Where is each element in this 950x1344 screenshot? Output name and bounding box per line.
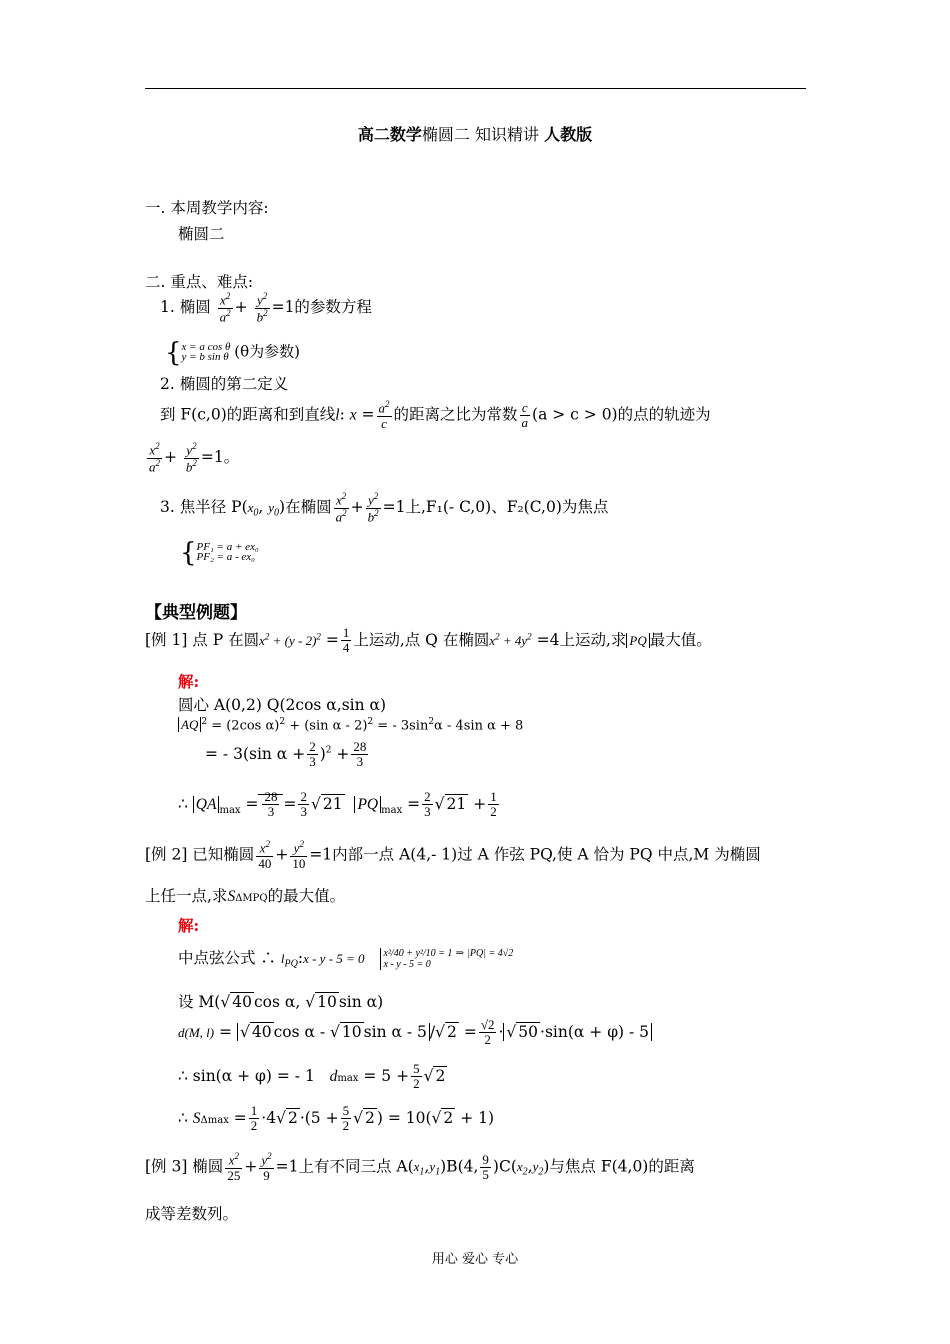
ex3-d: )C( xyxy=(492,1157,517,1176)
ex2-c: 上任一点,求 xyxy=(145,887,228,905)
ex1-d: 最大值。 xyxy=(649,630,712,649)
example-2-cont: 上任一点,求SΔMPQ的最大值。 xyxy=(145,887,346,905)
param-note: (θ为参数) xyxy=(234,342,300,361)
example-3-cont: 成等差数列。 xyxy=(145,1205,239,1223)
focal-radius-formula: {PF₁ = a + ex₀ PF₂ = a - ex₀ xyxy=(180,538,259,568)
ex1-step-4: ∴ QA $_{max}$ = $\frac{28}{3}$ = $\frac{2}{3}$ √ 21 PQ $_{max}$ = $\frac{2}{3}$ √ 21 + $\frac{1}{2}$ xyxy=(178,789,497,820)
p2-line-b: 的距离之比为常数 xyxy=(393,405,518,424)
ex2-step-3: d(M, l) = √ 40 cos α - √ 10 sin α - 5 /√ 2 = $\frac{√2}{2}$ · √ 50 ·sin(α + φ) - 5 xyxy=(178,1018,652,1048)
ex3-b: =1上有不同三点 A( xyxy=(275,1157,414,1176)
point-1: 1. 椭圆 $\frac{x^2}{a^2}$ + $\frac{y^2}{b^2}$ =1的参数方程 xyxy=(160,291,372,324)
section-1-heading: 一. 本周教学内容: xyxy=(145,199,269,217)
p2-line-c: (a > c > 0)的点的轨迹为 xyxy=(532,405,711,424)
ex2-d: 的最大值。 xyxy=(267,887,346,905)
point-2-definition: 到 F(c,0)的距离和到直线l: x = $\frac{a^2}{c}$ 的距离之比为常数 $\frac{c}{a}$ (a > c > 0)的点的轨迹为 xyxy=(160,399,711,431)
point-1-suffix: =1的参数方程 xyxy=(271,298,372,317)
ex2-step-4: ∴ sin(α + φ) = - 1 dmax = 5 + $\frac{5}{2}$ √ 2 xyxy=(178,1061,446,1092)
ex2-step-2: 设 M(√ 40 cos α, √ 10 sin α) xyxy=(178,993,384,1011)
ex2-step-5: ∴ SΔmax = $\frac{1}{2}$ ·4√ 2 ·(5 + $\frac{5}{2}$ √ 2 ) = 10(√ 2 + 1) xyxy=(178,1103,495,1134)
page-footer: 用心 爱心 专心 xyxy=(431,1252,519,1267)
ex1-a: [例 1] 点 P 在圆 xyxy=(145,630,260,649)
examples-heading: 【典型例题】 xyxy=(145,603,247,623)
ex2-a: [例 2] 已知椭圆 xyxy=(145,845,255,864)
solution-label-1: 解: xyxy=(178,672,200,691)
ex3-c: )B(4, xyxy=(440,1157,479,1176)
ex1-b: 上运动,点 Q 在椭圆 xyxy=(353,630,490,649)
example-3: [例 3] 椭圆 $\frac{x^2}{25}$ + $\frac{y^2}{9}$ =1上有不同三点 $A(x_1,y_1)B(4$, $\frac{9}{5}$ )$C(x_2,y_2)$与焦点 F(4,0)的距离 xyxy=(145,1151,695,1183)
p2-end: =1。 xyxy=(200,448,240,467)
ex1-c: 上运动,求 xyxy=(559,630,627,649)
param-equation: {x = a cos θ y = b sin θ (θ为参数) xyxy=(165,338,300,368)
page-title: 高二数学椭圆二 知识精讲 人教版 xyxy=(357,125,593,144)
ex2-s2: 设 M( xyxy=(178,993,221,1011)
example-2: [例 2] 已知椭圆 $\frac{x^2}{40}$ + $\frac{y^2}{10}$ =1内部一点 A(4,- 1)过 A 作弦 PQ,使 A 恰为 PQ 中点,M 为椭圆 xyxy=(145,839,761,871)
ex3-a: [例 3] 椭圆 xyxy=(145,1157,224,1176)
ex3-e: )与焦点 F(4,0)的距离 xyxy=(543,1157,695,1176)
ex1-step-3: = - 3(sin α + $\frac{2}{3}$ )$^2$ + $\frac{28}{3}$ xyxy=(205,739,367,770)
point-1-prefix: 1. 椭圆 xyxy=(160,298,211,317)
ex1-step-1: 圆心 A(0,2) Q(2cos α,sin α) xyxy=(178,696,387,714)
point-3: 3. 焦半径 $P(x_0$, $y_0$)在椭圆 $\frac{x^2}{a^2}$ + $\frac{y^2}{b^2}$ =1上,F₁(- C,0)、F₂(C,0)为焦点 xyxy=(160,491,609,524)
p3-prefix: 3. 焦半径 P( xyxy=(160,498,248,517)
point-2-result: $\frac{x^2}{a^2}$ + $\frac{y^2}{b^2}$ =1。 xyxy=(149,441,240,474)
p3-suffix: =1上,F₁(- C,0)、F₂(C,0)为焦点 xyxy=(382,498,609,517)
section-2-heading: 二. 重点、难点: xyxy=(145,273,254,291)
p3-mid: )在椭圆 xyxy=(279,498,332,517)
solution-label-2: 解: xyxy=(178,916,200,935)
example-1: [例 1] 点 P 在圆$x^2 + (y - 2)^2$ = $\frac{1}{4}$ 上运动,点 Q 在椭圆$x^2 + 4y^2 =4$上运动,求 PQ 最大值。 xyxy=(145,625,712,656)
point-2: 2. 椭圆的第二定义 xyxy=(160,375,289,393)
ex2-b: =1内部一点 A(4,- 1)过 A 作弦 PQ,使 A 恰为 PQ 中点,M 为椭圆 xyxy=(309,845,761,864)
header-rule xyxy=(145,88,806,89)
section-1-item: 椭圆二 xyxy=(178,225,225,243)
ex1-step-2: AQ $^2$ = (2cos α)$^2$ + (sin α - 2)$^2$ = - $3\sin^2\alpha - 4\sin$ α + 8 xyxy=(178,717,523,733)
ex2-s1: 中点弦公式 ∴ xyxy=(178,949,276,967)
p2-line-a: 到 F(c,0)的距离和到直线 xyxy=(160,405,336,424)
ex2-step-1: 中点弦公式 ∴ $l_{PQ}:x - y - 5 = 0$ x²/40 + y²/10 = 1 ⇒ |PQ| = 4√2 x - y - 5 = 0 xyxy=(178,948,514,970)
